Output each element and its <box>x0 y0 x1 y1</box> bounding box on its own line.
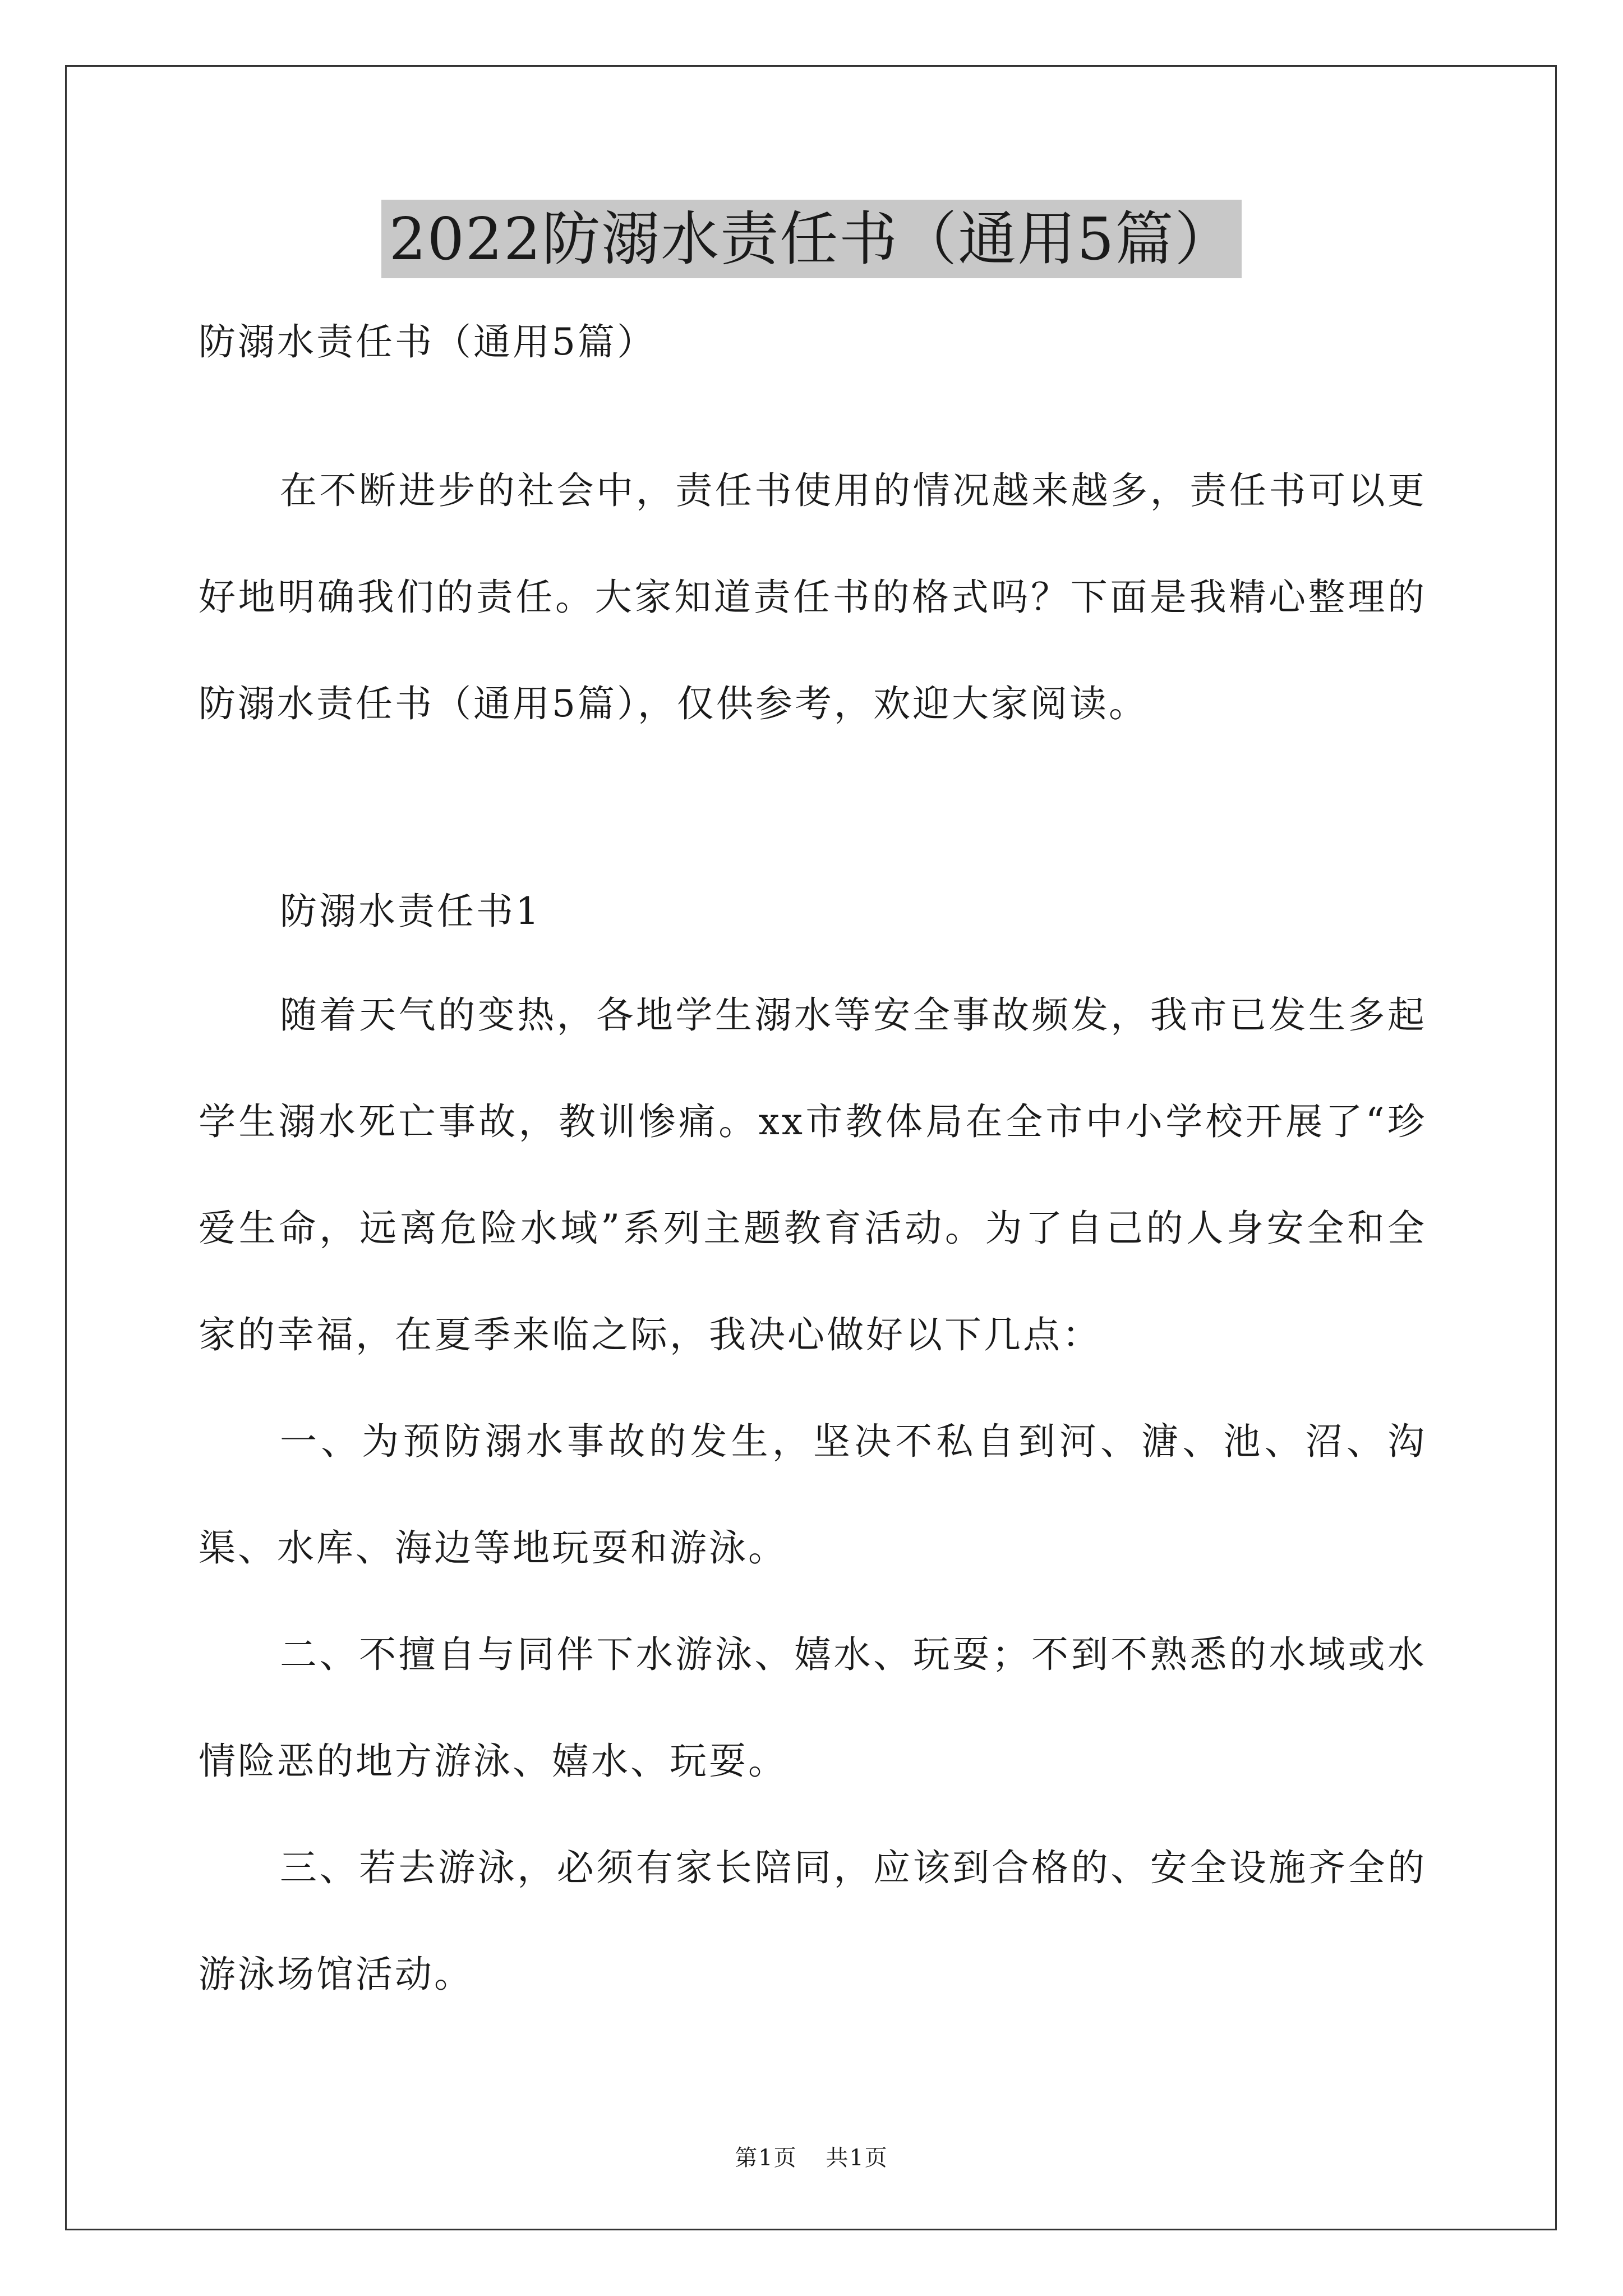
title-container <box>0 200 1623 278</box>
body-paragraph: 随着天气的变热，各地学生溺水等安全事故频发，我市已发生多起学生溺水死亡事故，教训惨痛。xx市教体局在全市中小学校开展了“珍爱生命，远离危险水域”系列主题教育活动。为了自己的人身安全和全家的幸福，在夏季来临之际，我决心做好以下几点： <box>199 993 1427 1356</box>
intro-block <box>199 438 1427 757</box>
page-number-current: 第1页 <box>735 2145 797 2171</box>
body-paragraph: 二、不擅自与同伴下水游泳、嬉水、玩耍；不到不熟悉的水域或水情险恶的地方游泳、嬉水、玩耍。 <box>199 1633 1427 1783</box>
page-number-total: 共1页 <box>826 2145 888 2171</box>
body-paragraph: 一、为预防溺水事故的发生，坚决不私自到河、溏、池、沼、沟渠、水库、海边等地玩耍和游泳。 <box>199 1420 1427 1570</box>
document-subtitle: 防溺水责任书（通用5篇） <box>199 320 656 364</box>
section-heading-1: 防溺水责任书1 <box>280 890 541 933</box>
document-title: 2022防溺水责任书（通用5篇） <box>381 200 1242 278</box>
intro-paragraph: 在不断进步的社会中，责任书使用的情况越来越多，责任书可以更好地明确我们的责任。大家知道责任书的格式吗？下面是我精心整理的防溺水责任书（通用5篇），仅供参考，欢迎大家阅读。 <box>199 469 1427 725</box>
body-paragraph: 三、若去游泳，必须有家长陪同，应该到合格的、安全设施齐全的游泳场馆活动。 <box>199 1846 1427 1996</box>
page-footer <box>0 2140 1623 2172</box>
section-1-body <box>199 962 1427 2028</box>
